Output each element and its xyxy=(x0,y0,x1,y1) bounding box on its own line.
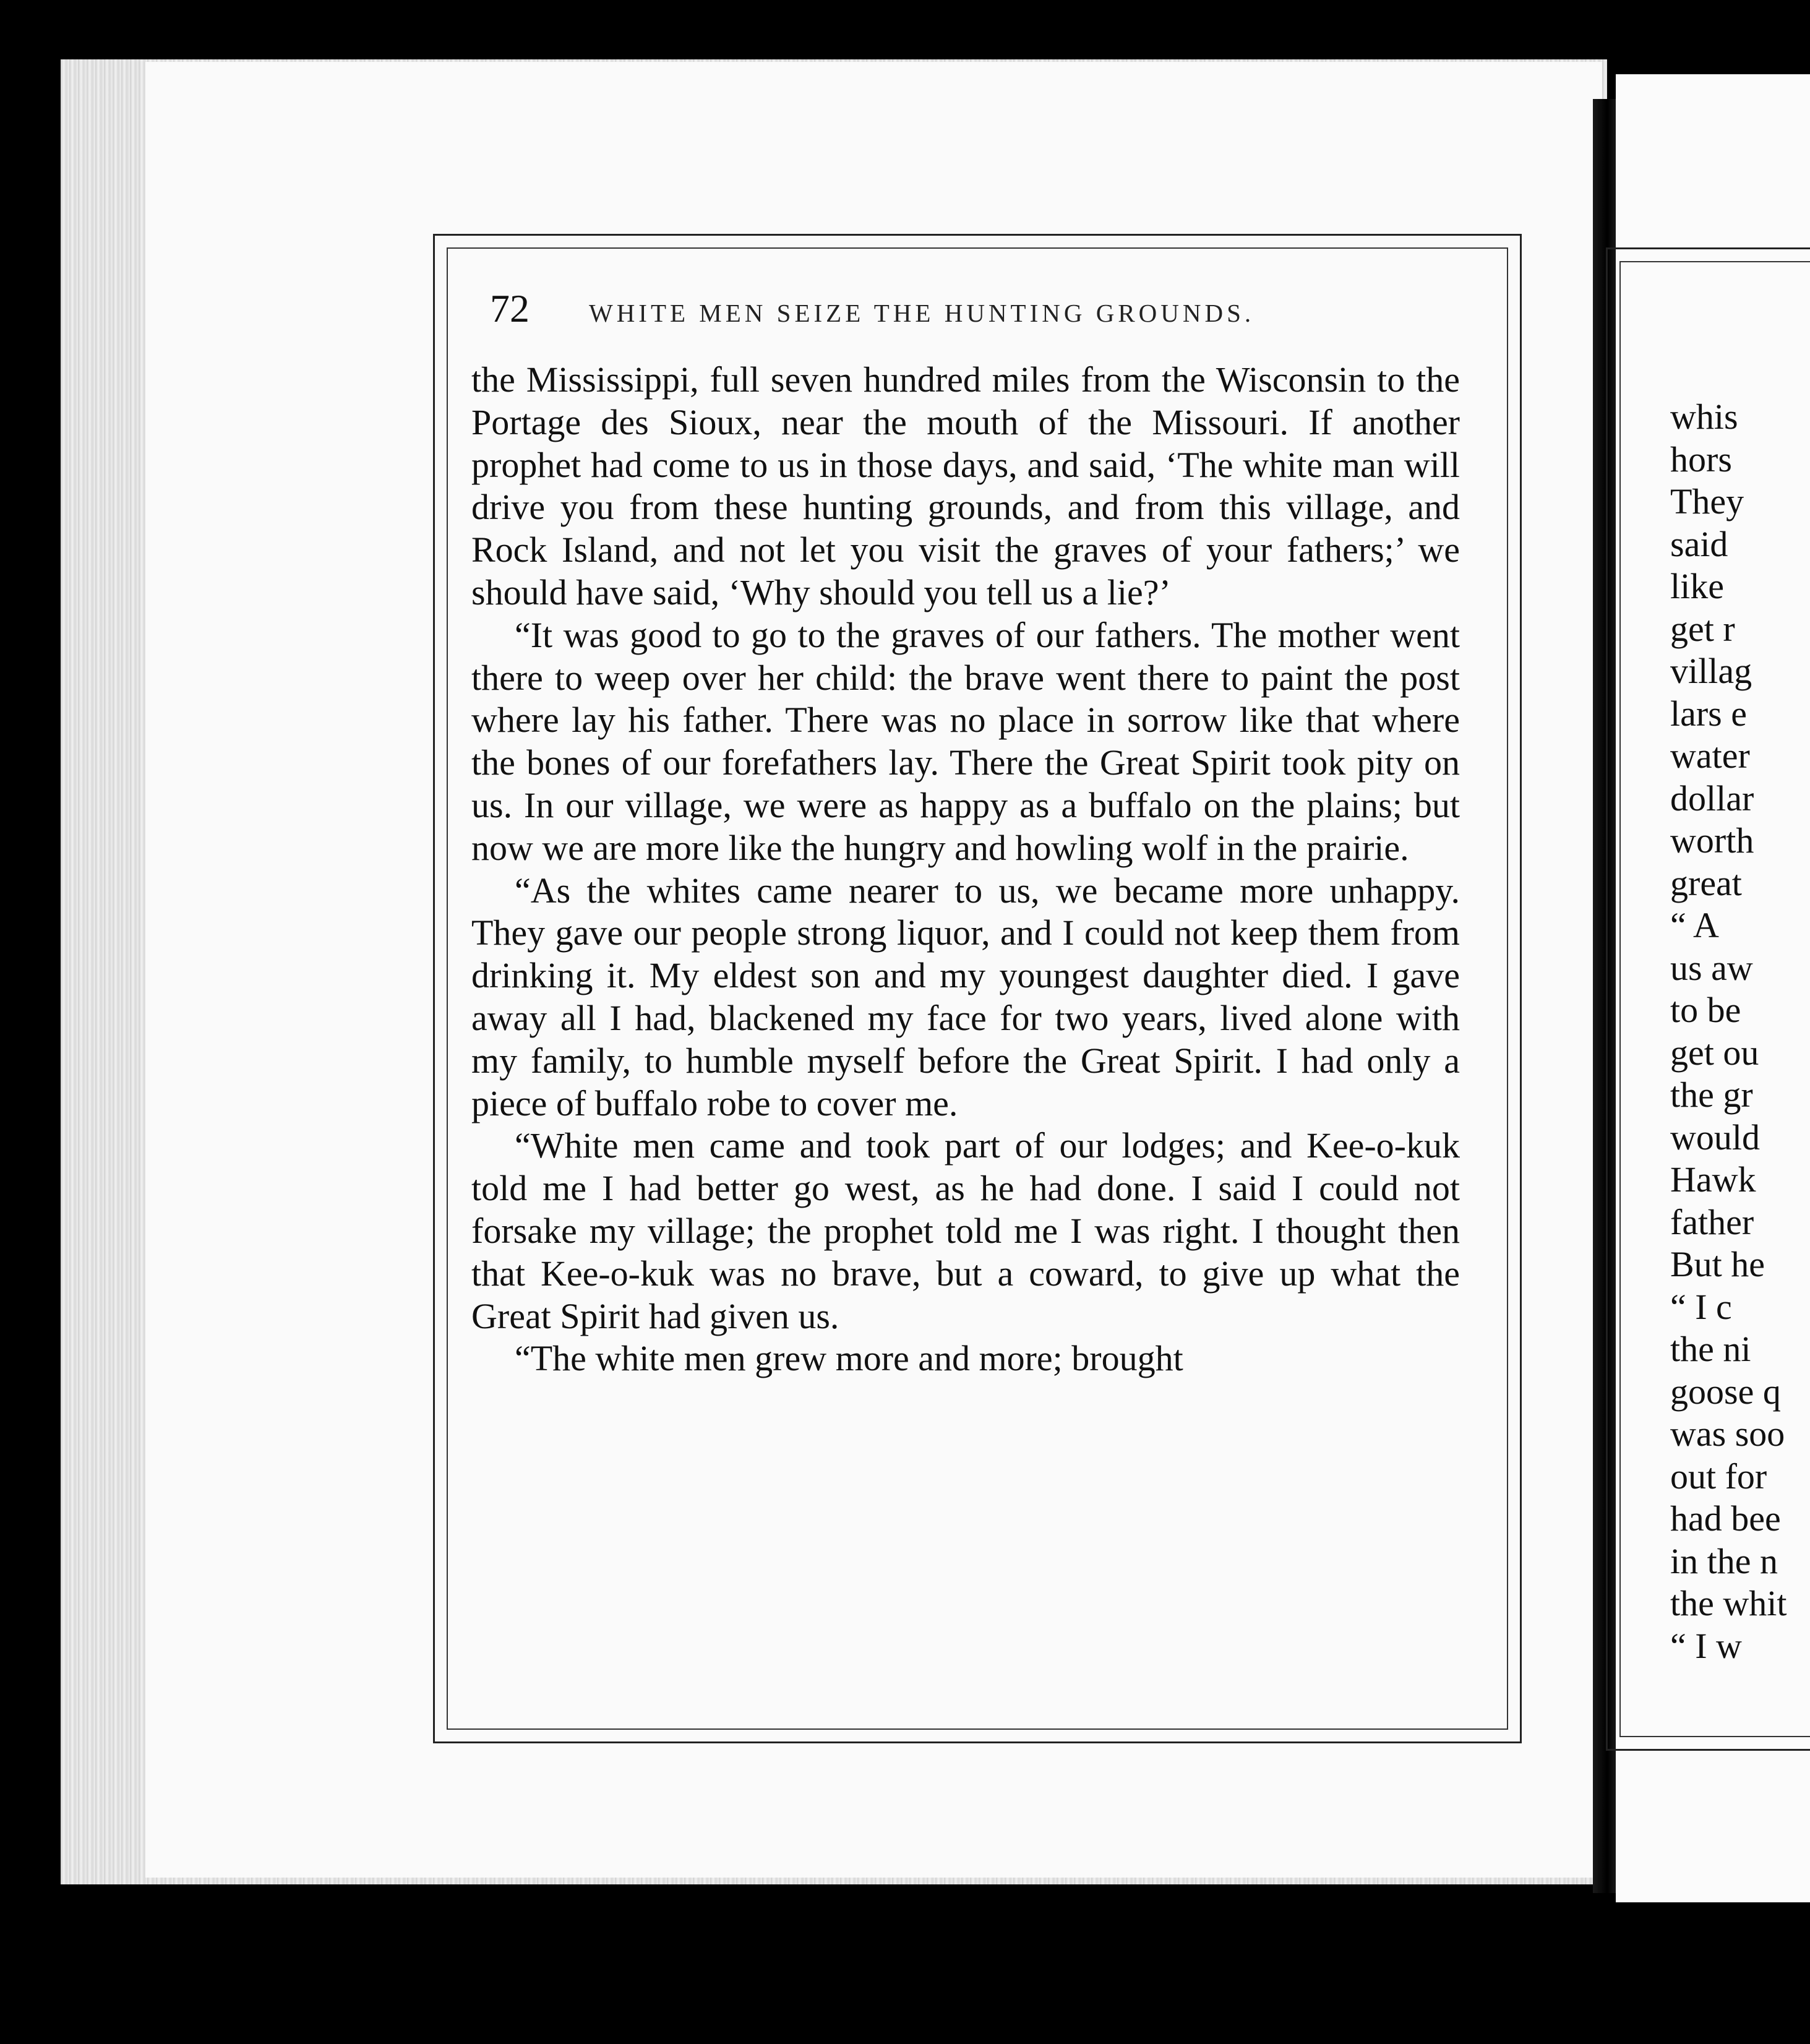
right-page-line: great xyxy=(1670,862,1742,903)
right-page-line: would xyxy=(1670,1117,1760,1157)
right-page-line: villag xyxy=(1670,651,1752,691)
right-page-line: whis xyxy=(1670,397,1738,437)
right-page-line: said xyxy=(1670,523,1728,564)
page-header xyxy=(490,286,1368,335)
right-page-line: the whit xyxy=(1670,1583,1787,1623)
right-page-line: to be xyxy=(1670,990,1741,1030)
paragraph: “It was good to go to the graves of our fathers. The mother went there to weep over her child: the brave went there to paint the post where lay his father. There was no place in sorrow like that where the bones of our forefathers lay. There the Great Spirit took pity on us. In our village, we were as happy as a buffalo on the plains; but now we are more like the hungry and howling wolf in the prairie. xyxy=(471,614,1460,868)
right-page-line: goose q xyxy=(1670,1371,1781,1412)
right-page-line: out for xyxy=(1670,1456,1767,1496)
paragraph: “As the whites came nearer to us, we became more unhappy. They gave our people strong liquor, and I could not keep them from drinking it. My eldest son and my youngest daughter died. I gave away all I had, blackened my face for two years, lived alone with my family, to humble myself before the Great Spirit. I had only a piece of buffalo robe to cover me. xyxy=(471,870,1460,1123)
right-page-line: the gr xyxy=(1670,1075,1753,1115)
right-page-line: the ni xyxy=(1670,1329,1751,1369)
right-page-line: lars e xyxy=(1670,693,1747,734)
right-page-line: “ I w xyxy=(1670,1625,1742,1666)
running-head: WHITE MEN SEIZE THE HUNTING GROUNDS. xyxy=(589,299,1255,327)
paragraph: “The white men grew more and more; brought xyxy=(515,1338,1183,1379)
right-page-line: “ I c xyxy=(1670,1286,1732,1327)
right-page-line: father xyxy=(1670,1201,1754,1242)
right-page-line: get ou xyxy=(1670,1032,1759,1073)
paragraph: the Mississippi, full seven hundred miles from the Wisconsin to the Portage des Sioux, near the mouth of the Missouri. If another prophet had come to us in those days, and said, ‘The white man will drive you from these hunting grounds, and from this village, and Rock Island, and not let you visit the graves of your fathers;’ we should have said, ‘Why should you tell us a lie?’ xyxy=(471,359,1460,612)
right-page-line: in the n xyxy=(1670,1540,1778,1581)
right-page-line: get r xyxy=(1670,608,1735,649)
right-page-line: They xyxy=(1670,481,1744,522)
right-page-line: us aw xyxy=(1670,947,1753,988)
right-page-line: But he xyxy=(1670,1244,1765,1284)
right-page-line: had bee xyxy=(1670,1498,1781,1539)
right-page-line: “ A xyxy=(1670,905,1719,945)
right-page-line: dollar xyxy=(1670,778,1754,818)
right-page-text xyxy=(1670,396,1810,1667)
right-page-line: was soo xyxy=(1670,1414,1785,1454)
page-number: 72 xyxy=(490,286,530,330)
right-page-line: like xyxy=(1670,566,1724,606)
right-page-line: water xyxy=(1670,736,1750,776)
body-text xyxy=(471,359,1460,1380)
right-page-line: hors xyxy=(1670,439,1732,479)
paragraph: “White men came and took part of our lodges; and Kee-o-kuk told me I had better go west, as he had done. I said I could not forsake my village; the prophet told me I was right. I thought then that Kee-o-kuk was no brave, but a coward, to give up what the Great Spirit had given us. xyxy=(471,1125,1460,1336)
right-page-line: Hawk xyxy=(1670,1159,1756,1200)
right-page-line: worth xyxy=(1670,820,1754,861)
